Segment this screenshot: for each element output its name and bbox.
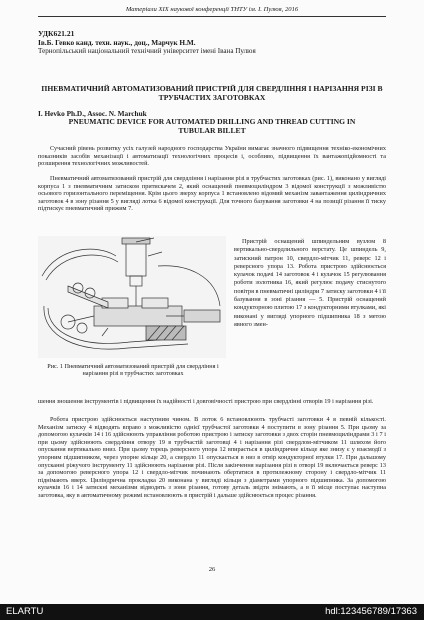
device-drawing [38,236,226,358]
handle-identifier[interactable]: hdl:123456789/17363 [325,606,417,617]
running-header: Матеріали XIX наукової конференції ТНТУ ім. І. Пулюя, 2016 [125,6,299,13]
affiliation: Тернопільський національний технічний університет імені Івана Пулюя [38,47,256,55]
paragraph-operation: Робота пристрою здійснюється наступним чином. В лоток 6 встановлюють трубчасті заготовки 4 в певній кількості. Механізм затиску 4 відводять вправо з можливістю однієї трубчастої заготовки 4 поступити в зону різання 5. При цьому за допомогою кулачків 14 і 16 здійснюють управління роботою пристрою і затиску заготовки з двох сторін пневмоциліндрами 3 і 7 і при цьому здійснюють свердління отвору 19 в трубчастій заготовці 4 і нарізання різі свердлом-мітчиком 11 шляхом його опускання вертикально вниз. При цьому торець реверсного упора 12 впирається в циліндричне кільце яке знизу є у взаємодії з упорним підшипником, через упорне кільце 20, а свердло 11 опускається в низ в отвір кондукторної втулки 17. При дальшому опусканні ріжучого інструменту 11 здійснюють нарізання різі. Після закінчення нарізання різі в отворі 19 включається реверс 13 за допомогою реверсного упора 12 і свердло-мітчик починають обертатися в протилежному сторону і свердло-мітчик 11 піднімають вверх. Циліндрична прокладка 20 виконана у вигляді кільця з діаметрами упорного підшипника. За допомогою кулачків 16 і 14 затискні механізми відводять з зони різання, готову деталь звідти знімають, а в її місце поступає наступна заготовка, яку в автоматичному режимі встановлюють в пристрій і дальше здійснюється процес різання. [38,416,386,499]
figure-caption: Рис. 1 Пневматичний автоматизований пристрій для свердління і нарізання різі в трубчастих заготовках [47,363,219,378]
paragraph-device-description: Пневматичний автоматизований пристрій для свердління і нарізання різі в трубчастих заготовках (рис. 1), виконано у вигляді корпуса 1 з пневматичним затиском притискачем 2, який оснащений пневмоциліндром 3 відомої конструкції з можливістю осьового горизонтального переміщення. Крім цього зверху корпуса 1 встановлено відомий механізм завантаження циліндричних заготовок 4 в зону різання 5 у вигляді лотка 6 відомої конструкції. Для точного базування заготовки 4 на позиції різання її тиску підтискує пневматичний прижим 7. [38,175,386,213]
authors-ukrainian: Ів.Б. Гевко канд. техн. наук., доц., Марчук Н.М. [38,38,196,47]
title-english: PNEUMATIC DEVICE FOR AUTOMATED DRILLING AND THREAD CUTTING IN TUBULAR BILLET [68,117,356,135]
viewer-status-bar [0,604,424,620]
paragraph-spindle-description: Пристрій оснащений шпиндельним вузлом 8 вертикально-свердлильного верстату. Це шпиндель 9, затискний патрон 10, свердло-мітчик 11, реверс 12 і реверсного упора 13. Робота пристрою здійснюється кулачок подачі 14 заготовок 4 і кулачок 15 регулювання роботи золотника 16, який регулює подачу стиснутого повітря в пневматичні циліндри 7 затиску заготовки 4 і її базування в зоні різання — 5. Пристрій оснащений кондукторною плитою 17 з кондукторними втулками, які виконані у вигляді упорного підшипника 18 з метою явного змен- [234,238,386,328]
page-number: 26 [208,566,216,573]
paragraph-intro: Сучасний рівень розвитку усіх галузей народного господарства України вимагає значного підвищення техніко-економічних показників засобів механізації і автоматизації технологічних процесів і, особливо, підвищення їх вантажопідйомності та розширення технологічних можливостей. [38,145,386,168]
paragraph-continuation: шення зношення інструментів і підвищення їх надійності і довговічності пристрою при свердлінні отворів 19 і нарізання різі. [38,398,374,405]
authors-english: I. Hevko Ph.D., Assoc. N. Marchuk [38,109,147,118]
title-ukrainian: ПНЕВМАТИЧНИЙ АВТОМАТИЗОВАНИЙ ПРИСТРІЙ ДЛЯ СВЕРДЛІННЯ І НАРІЗАННЯ РІЗІ В ТРУБЧАСТИХ ЗАГОТОВКАХ [41,84,383,102]
udk-code: УДК621.21 [38,29,75,38]
repository-label: ELARTU [6,606,44,617]
header-rule [38,16,386,17]
